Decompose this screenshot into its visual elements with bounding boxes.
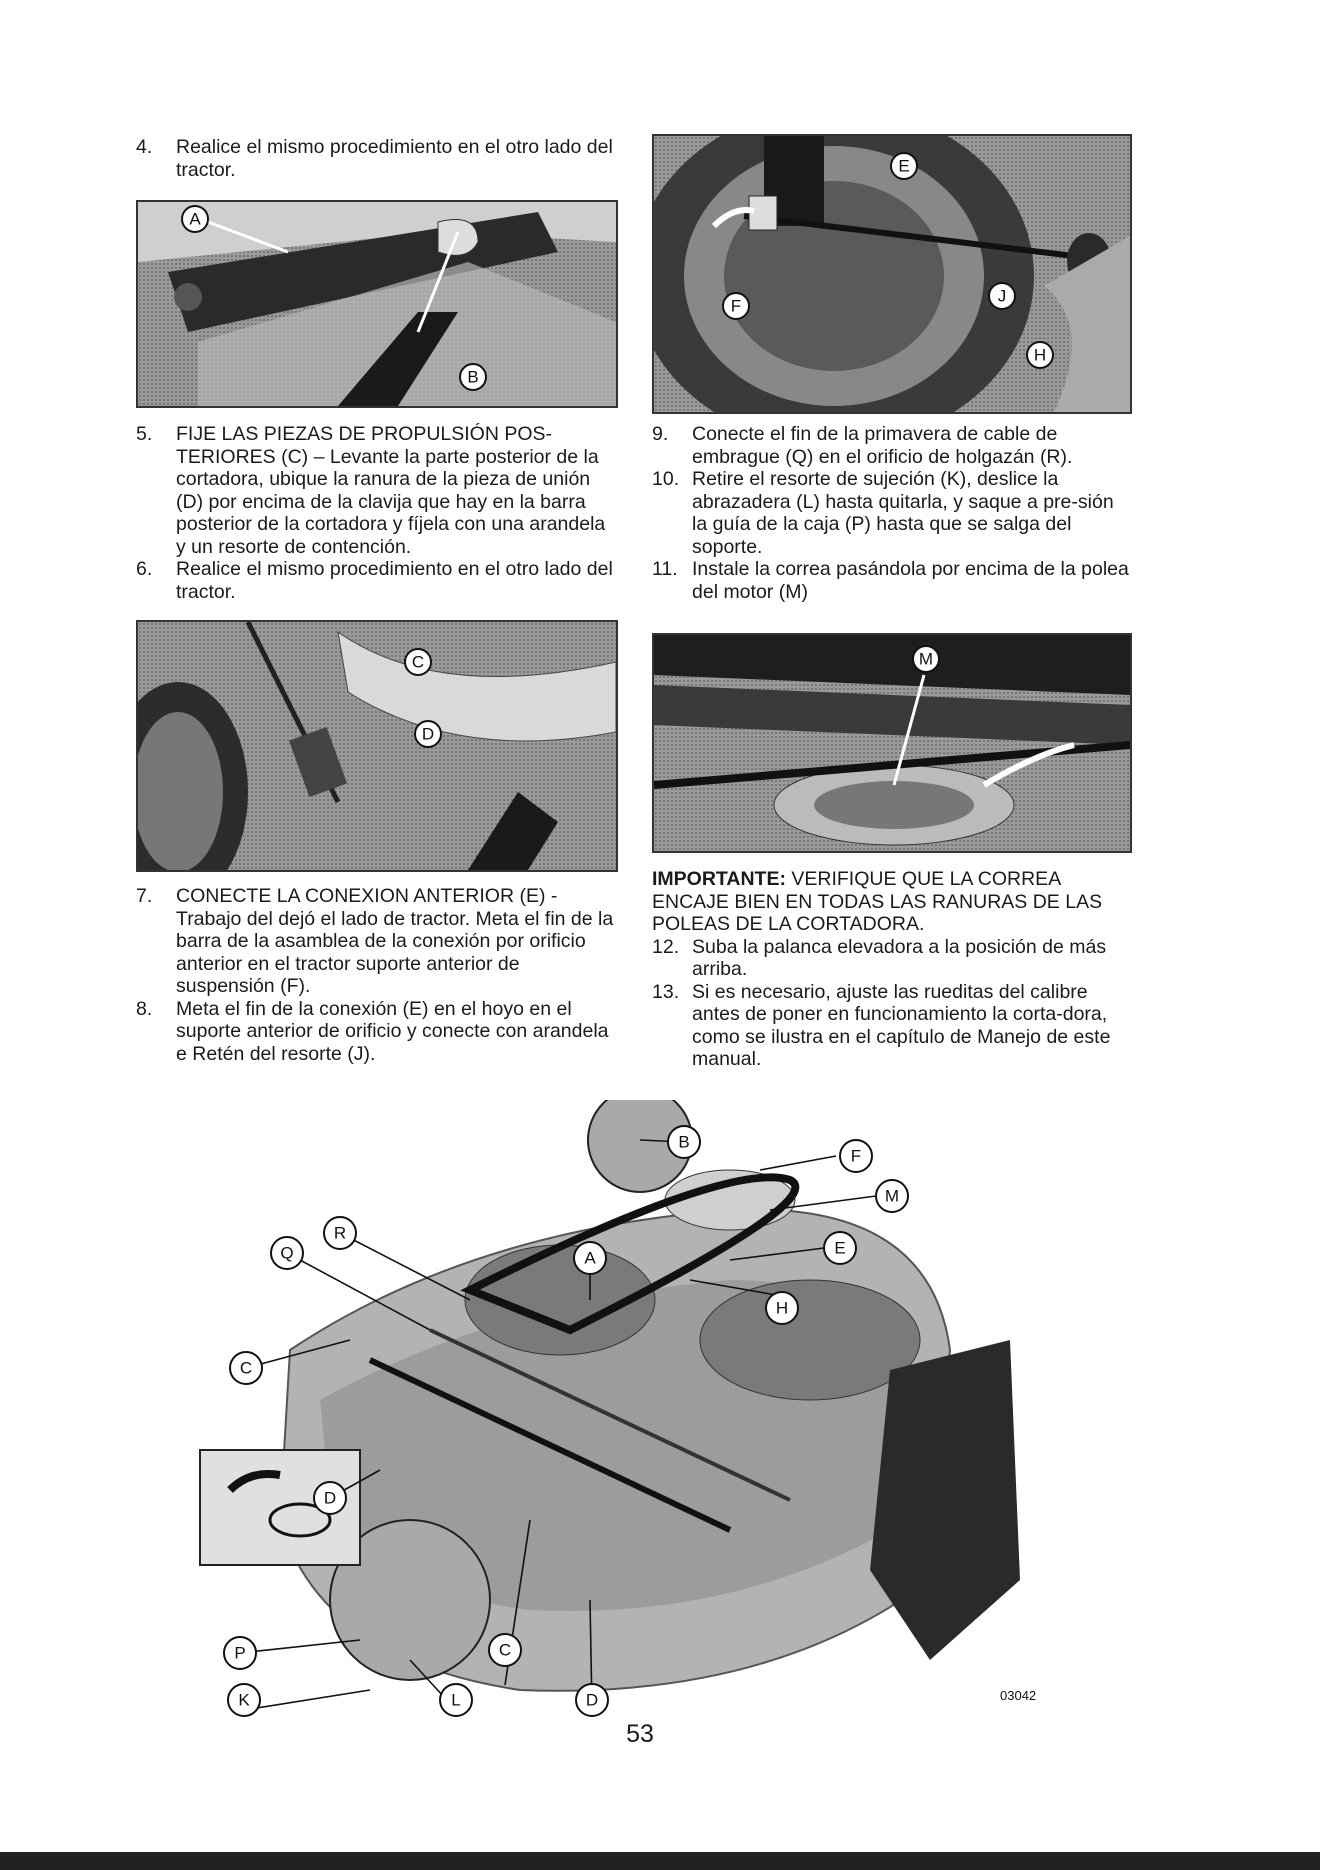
callout-label: H: [1033, 345, 1047, 365]
important-text: VERIFIQUE QUE LA CORREA ENCAJE BIEN EN TODAS LAS RANURAS DE LAS POLEAS DE LA CORTADORA.: [652, 868, 1103, 935]
callout-label: H: [775, 1298, 789, 1318]
step-10: [652, 468, 1132, 558]
callout-label: C: [411, 652, 425, 672]
step-number: 10.: [652, 468, 680, 490]
callout-label: D: [585, 1690, 599, 1710]
step-text: CONECTE LA CONEXION ANTERIOR (E) - Trabajo del dejó el lado de tractor. Meta el fin de la barra de la asamblea de la conexión por orificio anterior en el tractor suporte anterior de suspensión (F).: [176, 885, 614, 997]
callout-label: D: [421, 724, 435, 744]
step-text: Realice el mismo procedimiento en el otro lado del tractor.: [176, 136, 613, 181]
step-text: Si es necesario, ajuste las rueditas del calibre antes de poner en funcionamiento la corta-dora, como se ilustra en el capítulo de Manejo de este manual.: [692, 980, 1111, 1070]
figure-code: 03042: [1000, 1688, 1037, 1703]
callout-label: C: [498, 1640, 512, 1660]
step-number: 7.: [136, 885, 153, 907]
step-number: 4.: [136, 136, 153, 158]
callout-label: E: [898, 156, 910, 176]
step-number: 13.: [652, 980, 680, 1003]
steps-7-8: [136, 885, 616, 1065]
photo-engine-pulley: [652, 633, 1132, 853]
step-text: FIJE LAS PIEZAS DE PROPULSIÓN POS-TERIORES (C) – Levante la parte posterior de la cortadora, ubique la ranura de la pieza de unión (D) por encima de la clavija que hay en la barra posterior de la cortadora y fíjela con una arandela y un resorte de contención.: [176, 423, 606, 558]
step-text: Retire el resorte de sujeción (K), deslice la abrazadera (L) hasta quitarla, y saque a pre-sión la guía de la caja (P) hasta que se salga del soporte.: [692, 468, 1114, 558]
callout-label: P: [234, 1643, 246, 1663]
step-5: [136, 423, 616, 558]
callout-label: L: [451, 1690, 461, 1710]
callout-label: A: [189, 209, 201, 229]
callout-label: M: [884, 1186, 900, 1206]
mower-deck-diagram: [170, 1100, 1090, 1720]
step-text: Instale la correa pasándola por encima de la polea del motor (M): [692, 558, 1129, 603]
photo-front-link: [652, 134, 1132, 414]
callout-label: B: [467, 367, 479, 387]
step-6: [136, 558, 616, 603]
step-9: [652, 423, 1132, 468]
important-and-steps-12-13: [652, 868, 1134, 1071]
callout-label: Q: [280, 1243, 294, 1263]
steps-5-6: [136, 423, 616, 603]
step-number: 9.: [652, 423, 669, 445]
important-note: [652, 868, 1134, 936]
scan-edge: [0, 1852, 1320, 1870]
photo-rear-arm: [136, 200, 618, 408]
callout-label: C: [239, 1358, 253, 1378]
step-number: 5.: [136, 423, 153, 445]
callout-label: R: [333, 1223, 347, 1243]
step-number: 8.: [136, 997, 153, 1020]
step-12: [652, 936, 1134, 981]
callout-label: F: [850, 1146, 862, 1166]
page-number: 53: [626, 1720, 654, 1748]
step-11: [652, 558, 1132, 603]
step-text: Meta el fin de la conexión (E) en el hoyo en el suporte anterior de orificio y conecte con arandela e Retén del resorte (J).: [176, 997, 609, 1065]
steps-9-11: [652, 423, 1132, 603]
callout-label: M: [918, 649, 934, 669]
step-number: 11.: [652, 558, 678, 580]
important-label: IMPORTANTE:: [652, 868, 786, 890]
callout-label: J: [997, 286, 1007, 306]
callout-label: E: [834, 1238, 846, 1258]
step-number: 12.: [652, 935, 680, 958]
callout-label: D: [323, 1488, 337, 1508]
step-text: Conecte el fin de la primavera de cable de embrague (Q) en el orificio de holgazán (R).: [692, 423, 1073, 468]
step-number: 6.: [136, 558, 153, 580]
step-8: [136, 998, 616, 1066]
callout-label: F: [730, 296, 742, 316]
callout-label: A: [584, 1248, 596, 1268]
step-text: Suba la palanca elevadora a la posición de más arriba.: [692, 935, 1107, 980]
callout-label: K: [238, 1690, 250, 1710]
step-13: [652, 981, 1134, 1071]
step-text: Realice el mismo procedimiento en el otro lado del tractor.: [176, 558, 613, 603]
callout-label: B: [678, 1132, 690, 1152]
photo-rear-link: [136, 620, 618, 872]
step-4: [136, 136, 616, 181]
step-7: [136, 885, 616, 998]
